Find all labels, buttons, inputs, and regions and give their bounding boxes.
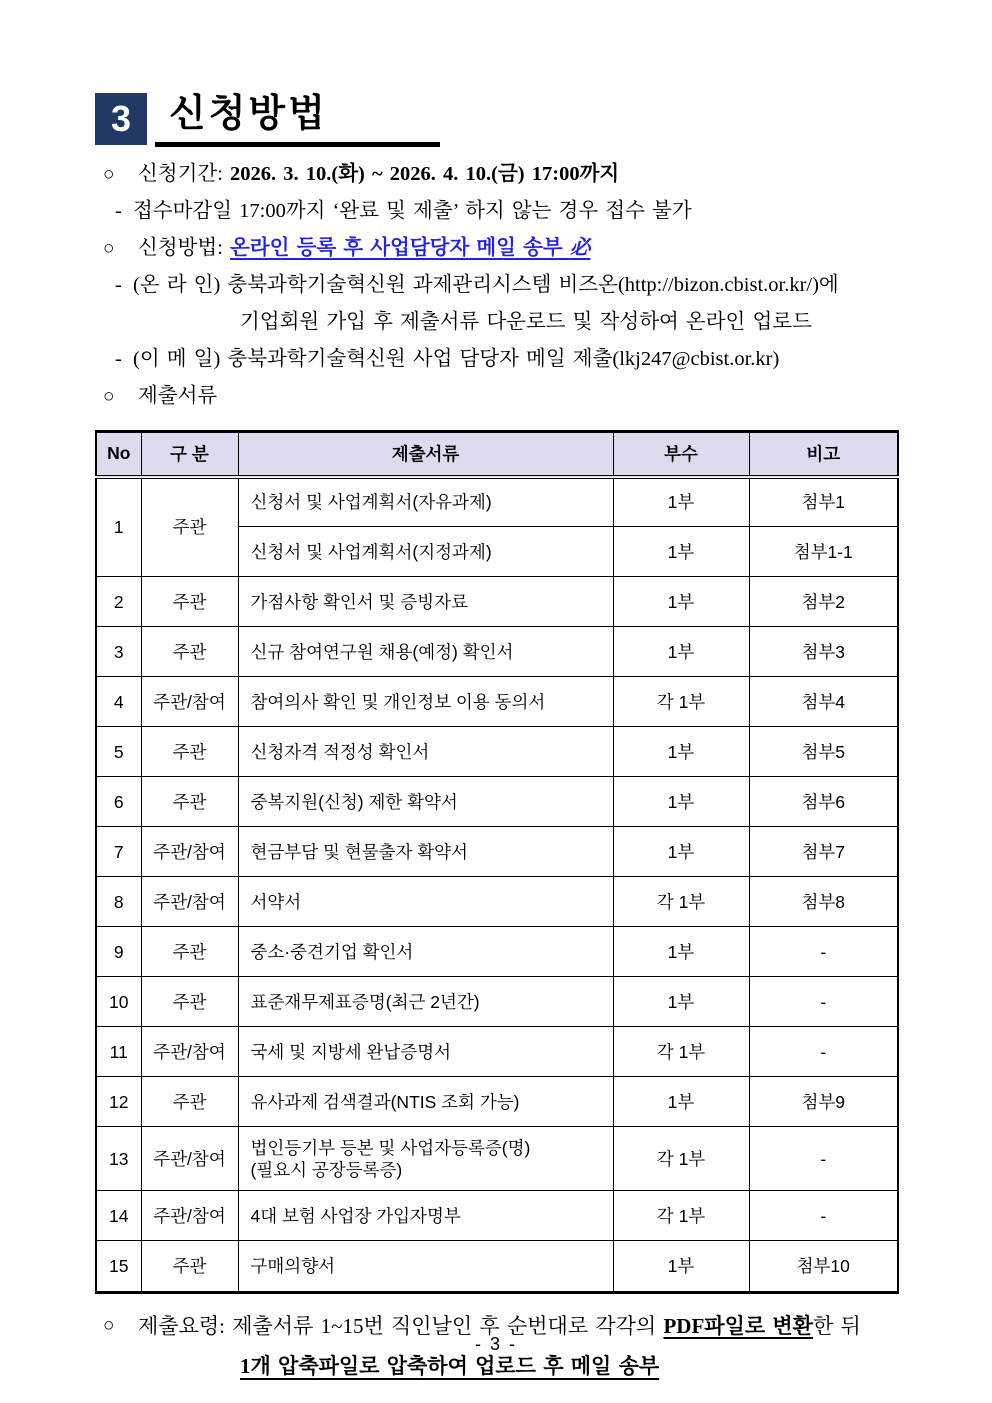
circle-bullet-icon: ○ bbox=[103, 386, 115, 407]
cell-copies: 각 1부 bbox=[613, 877, 749, 927]
cell-doc: 4대 보험 사업장 가입자명부 bbox=[238, 1191, 613, 1241]
cell-category: 주관 bbox=[141, 727, 238, 777]
cell-category: 주관/참여 bbox=[141, 1027, 238, 1077]
cell-copies: 각 1부 bbox=[613, 1191, 749, 1241]
submission-instructions-after: 한 뒤 bbox=[812, 1314, 861, 1338]
cell-note: 첨부1-1 bbox=[749, 527, 898, 577]
application-period-value: 2026. 3. 10.(화) ~ 2026. 4. 10.(금) 17:00까지 bbox=[230, 163, 620, 185]
cell-no: 9 bbox=[96, 927, 141, 977]
page-title: 신청방법 bbox=[169, 93, 328, 135]
cell-note: 첨부10 bbox=[749, 1241, 898, 1293]
cell-copies: 1부 bbox=[613, 977, 749, 1027]
section-title-wrap bbox=[169, 93, 440, 147]
column-header: 비고 bbox=[749, 432, 898, 477]
cell-category: 주관 bbox=[141, 977, 238, 1027]
cell-note: 첨부9 bbox=[749, 1077, 898, 1127]
cell-no: 10 bbox=[96, 977, 141, 1027]
table-header-row bbox=[96, 432, 898, 477]
cell-doc: 중소·중견기업 확인서 bbox=[238, 927, 613, 977]
cell-note: 첨부1 bbox=[749, 477, 898, 527]
cell-category: 주관/참여 bbox=[141, 677, 238, 727]
cell-no: 5 bbox=[96, 727, 141, 777]
cell-doc: 현금부담 및 현물출자 확약서 bbox=[238, 827, 613, 877]
application-method-label: 신청방법: bbox=[138, 237, 231, 259]
cell-note: 첨부8 bbox=[749, 877, 898, 927]
cell-note: 첨부2 bbox=[749, 577, 898, 627]
cell-note: - bbox=[749, 927, 898, 977]
cell-note: 첨부3 bbox=[749, 627, 898, 677]
table-body bbox=[96, 477, 898, 1293]
cell-doc: 구매의향서 bbox=[238, 1241, 613, 1293]
cell-category: 주관 bbox=[141, 777, 238, 827]
column-header: No bbox=[96, 432, 141, 477]
cell-doc: 중복지원(신청) 제한 확약서 bbox=[238, 777, 613, 827]
online-method-text: (온 라 인) 충북과학기술혁신원 과제관리시스템 비즈온(http://bizon.cbist.or.kr/)에 bbox=[133, 274, 839, 296]
cell-no: 7 bbox=[96, 827, 141, 877]
cell-note: 첨부5 bbox=[749, 727, 898, 777]
line-submission-docs bbox=[95, 382, 897, 411]
cell-category: 주관 bbox=[141, 477, 238, 577]
line-application-method bbox=[95, 234, 897, 263]
online-registration-link[interactable] bbox=[230, 237, 590, 259]
submission-instructions-label: 제출요령: bbox=[138, 1314, 233, 1338]
cell-copies: 각 1부 bbox=[613, 1027, 749, 1077]
submission-documents-table bbox=[95, 430, 899, 1294]
line-application-period bbox=[95, 160, 897, 189]
circle-bullet-icon: ○ bbox=[103, 238, 115, 259]
cell-no: 12 bbox=[96, 1077, 141, 1127]
table-row bbox=[96, 627, 898, 677]
cell-doc: 국세 및 지방세 완납증명서 bbox=[238, 1027, 613, 1077]
cell-note: - bbox=[749, 1127, 898, 1191]
cell-copies: 1부 bbox=[613, 627, 749, 677]
cell-category: 주관 bbox=[141, 627, 238, 677]
application-method-text bbox=[138, 234, 897, 263]
line-online-method bbox=[95, 271, 897, 300]
column-header: 부수 bbox=[613, 432, 749, 477]
cell-category: 주관/참여 bbox=[141, 827, 238, 877]
cell-no: 2 bbox=[96, 577, 141, 627]
circle-bullet-icon: ○ bbox=[103, 164, 115, 185]
table-row bbox=[96, 777, 898, 827]
table-row bbox=[96, 577, 898, 627]
email-method-text: (이 메 일) 충북과학기술혁신원 사업 담당자 메일 제출(lkj247@cbist.or.kr) bbox=[133, 348, 780, 370]
application-period-text bbox=[138, 160, 897, 189]
dash-bullet-icon: - bbox=[115, 274, 122, 296]
cell-copies: 각 1부 bbox=[613, 677, 749, 727]
online-method-continuation: 기업회원 가입 후 제출서류 다운로드 및 작성하여 온라인 업로드 bbox=[240, 311, 812, 333]
cell-category: 주관 bbox=[141, 927, 238, 977]
cell-doc: 유사과제 검색결과(NTIS 조회 가능) bbox=[238, 1077, 613, 1127]
cell-no: 6 bbox=[96, 777, 141, 827]
table-row bbox=[96, 877, 898, 927]
table-row bbox=[96, 727, 898, 777]
title-underline bbox=[155, 142, 440, 147]
cell-doc: 참여의사 확인 및 개인정보 이용 동의서 bbox=[238, 677, 613, 727]
dash-bullet-icon: - bbox=[115, 200, 122, 222]
cell-doc: 신청서 및 사업계획서(지정과제) bbox=[238, 527, 613, 577]
cell-category: 주관/참여 bbox=[141, 877, 238, 927]
cell-doc: 신규 참여연구원 채용(예정) 확인서 bbox=[238, 627, 613, 677]
cell-no: 3 bbox=[96, 627, 141, 677]
column-header: 구 분 bbox=[141, 432, 238, 477]
table-row bbox=[96, 1027, 898, 1077]
cell-no: 14 bbox=[96, 1191, 141, 1241]
table-row bbox=[96, 827, 898, 877]
cell-no: 8 bbox=[96, 877, 141, 927]
cell-note: 첨부6 bbox=[749, 777, 898, 827]
line-deadline-note bbox=[95, 197, 897, 226]
cell-copies: 각 1부 bbox=[613, 1127, 749, 1191]
cell-no: 15 bbox=[96, 1241, 141, 1293]
section-number-badge: 3 bbox=[95, 93, 147, 145]
table-row bbox=[96, 477, 898, 527]
application-period-label: 신청기간: bbox=[138, 163, 231, 185]
cell-copies: 1부 bbox=[613, 777, 749, 827]
cell-no: 11 bbox=[96, 1027, 141, 1077]
table-row bbox=[96, 1077, 898, 1127]
cell-copies: 1부 bbox=[613, 827, 749, 877]
column-header: 제출서류 bbox=[238, 432, 613, 477]
cell-category: 주관/참여 bbox=[141, 1127, 238, 1191]
cell-copies: 1부 bbox=[613, 1077, 749, 1127]
submission-docs-heading: 제출서류 bbox=[138, 385, 218, 407]
cell-note: - bbox=[749, 1027, 898, 1077]
deadline-note-text: 접수마감일 17:00까지 ‘완료 및 제출’ 하지 않는 경우 접수 불가 bbox=[133, 200, 692, 222]
table-row bbox=[96, 977, 898, 1027]
cell-copies: 1부 bbox=[613, 727, 749, 777]
circle-bullet-icon: ○ bbox=[103, 1315, 115, 1336]
cell-note: - bbox=[749, 1191, 898, 1241]
cell-copies: 1부 bbox=[613, 577, 749, 627]
cell-copies: 1부 bbox=[613, 927, 749, 977]
submission-instructions-before: 제출서류 1~15번 직인날인 후 순번대로 각각의 bbox=[232, 1314, 664, 1338]
table-row bbox=[96, 927, 898, 977]
cell-note: 첨부4 bbox=[749, 677, 898, 727]
cell-no: 13 bbox=[96, 1127, 141, 1191]
cell-note: - bbox=[749, 977, 898, 1027]
section-header bbox=[95, 93, 897, 147]
cell-copies: 1부 bbox=[613, 1241, 749, 1293]
online-registration-link-text: 온라인 등록 후 사업담당자 메일 송부 bbox=[230, 237, 570, 259]
cell-doc: 신청서 및 사업계획서(자유과제) bbox=[238, 477, 613, 527]
cell-no: 4 bbox=[96, 677, 141, 727]
pdf-convert-highlight: PDF파일로 변환 bbox=[663, 1314, 813, 1338]
table-row bbox=[96, 1127, 898, 1191]
body-text bbox=[95, 160, 897, 411]
cell-copies: 1부 bbox=[613, 477, 749, 527]
cell-doc: 신청자격 적정성 확인서 bbox=[238, 727, 613, 777]
table-row bbox=[96, 677, 898, 727]
cell-no: 1 bbox=[96, 477, 141, 577]
cell-doc: 가점사항 확인서 및 증빙자료 bbox=[238, 577, 613, 627]
cell-doc: 법인등기부 등본 및 사업자등록증(명) (필요시 공장등록증) bbox=[238, 1127, 613, 1191]
page-number: - 3 - bbox=[474, 1334, 517, 1354]
cell-doc: 표준재무제표증명(최근 2년간) bbox=[238, 977, 613, 1027]
table-row bbox=[96, 1191, 898, 1241]
cell-doc: 서약서 bbox=[238, 877, 613, 927]
cell-copies: 1부 bbox=[613, 527, 749, 577]
dash-bullet-icon: - bbox=[115, 348, 122, 370]
required-mark: 必 bbox=[569, 237, 591, 259]
cell-category: 주관/참여 bbox=[141, 1191, 238, 1241]
cell-category: 주관 bbox=[141, 1241, 238, 1293]
table-row bbox=[96, 1241, 898, 1293]
cell-note: 첨부7 bbox=[749, 827, 898, 877]
cell-category: 주관 bbox=[141, 577, 238, 627]
cell-category: 주관 bbox=[141, 1077, 238, 1127]
line-email-method bbox=[95, 345, 897, 374]
submission-instructions-line2: 1개 압축파일로 압축하여 업로드 후 메일 송부 bbox=[240, 1354, 660, 1378]
